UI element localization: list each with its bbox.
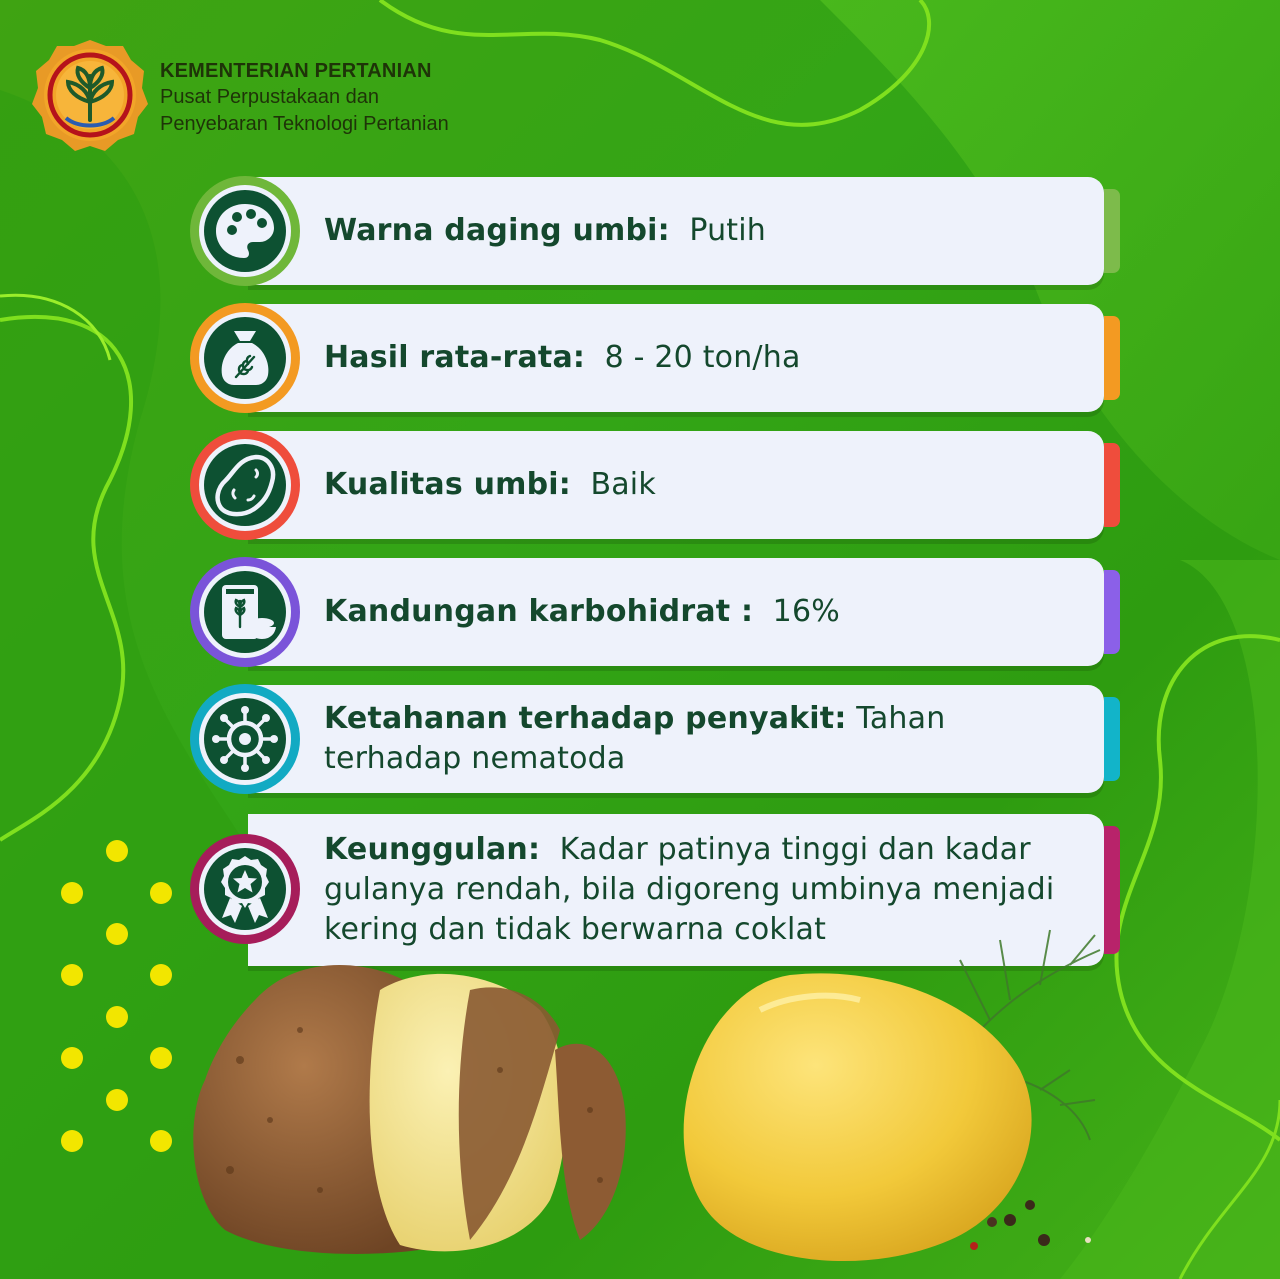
icon-ring <box>190 834 300 944</box>
card-advantages <box>190 814 1120 966</box>
palette-icon <box>204 190 286 272</box>
icon-ring <box>190 303 300 413</box>
organization-name <box>160 58 449 138</box>
icon-ring <box>190 176 300 286</box>
icon-ring <box>190 684 300 794</box>
card-tab <box>1104 826 1120 954</box>
card-label: Kandungan karbohidrat : <box>324 594 754 629</box>
card-label: Kualitas umbi: <box>324 467 571 502</box>
flour-bag-icon <box>204 571 286 653</box>
card-value: Putih <box>689 213 767 248</box>
card-disease-resistance <box>190 685 1120 793</box>
card-average-yield <box>190 304 1120 412</box>
card-flesh-color <box>190 177 1120 285</box>
card-tab <box>1104 697 1120 781</box>
icon-ring <box>190 430 300 540</box>
card-value: Baik <box>590 467 656 502</box>
virus-icon <box>204 698 286 780</box>
card-label: Ketahanan terhadap penyakit: <box>324 701 847 736</box>
card-tuber-quality <box>190 431 1120 539</box>
org-line-1: KEMENTERIAN PERTANIAN <box>160 60 432 82</box>
card-tab <box>1104 570 1120 654</box>
org-line-3: Penyebaran Teknologi Pertanian <box>160 113 449 135</box>
card-tab <box>1104 189 1120 273</box>
card-carbohydrate <box>190 558 1120 666</box>
card-text <box>324 814 1090 966</box>
potato-icon <box>204 444 286 526</box>
icon-ring <box>190 557 300 667</box>
card-tab <box>1104 316 1120 400</box>
card-value: Kadar patinya tinggi dan kadar gulanya rendah, bila digoreng umbinya menjadi kering dan tidak berwarna coklat <box>324 832 1055 947</box>
card-text <box>324 431 1090 539</box>
card-value: 16% <box>772 594 840 629</box>
card-text <box>324 304 1090 412</box>
card-label: Warna daging umbi: <box>324 213 670 248</box>
ministry-logo <box>32 38 148 154</box>
card-text <box>324 177 1090 285</box>
card-tab <box>1104 443 1120 527</box>
header <box>32 38 592 158</box>
card-text <box>324 558 1090 666</box>
card-text <box>324 685 1090 793</box>
org-line-2: Pusat Perpustakaan dan <box>160 86 380 108</box>
card-value: 8 - 20 ton/ha <box>604 340 801 375</box>
card-value: Tahan terhadap nematoda <box>324 701 946 776</box>
grain-sack-icon <box>204 317 286 399</box>
card-label: Hasil rata-rata: <box>324 340 586 375</box>
card-label: Keunggulan: <box>324 832 541 867</box>
award-badge-icon <box>204 848 286 930</box>
